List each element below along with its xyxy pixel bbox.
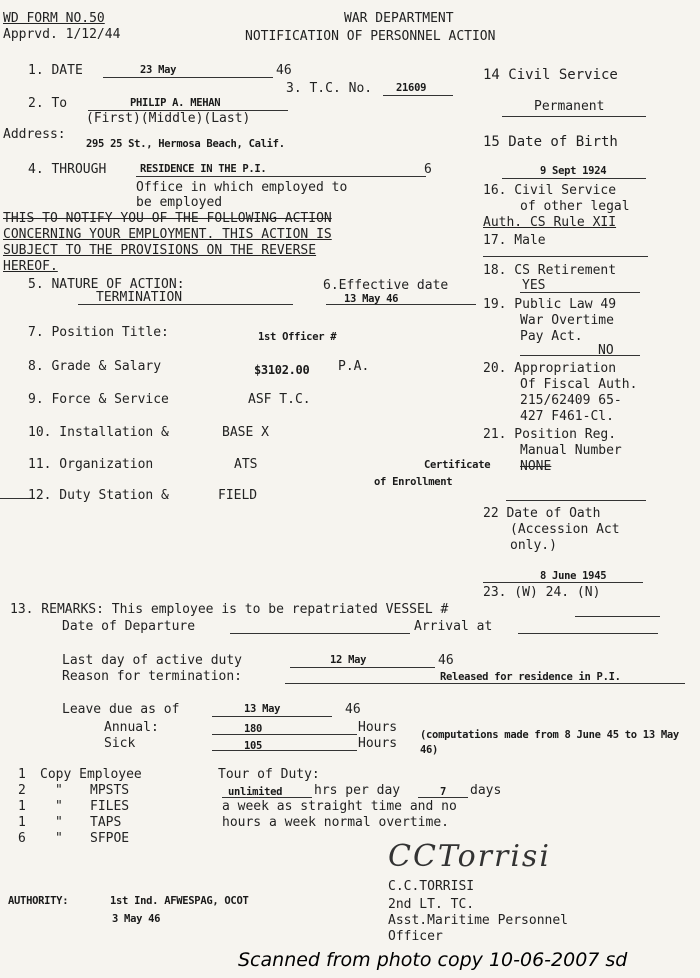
annual-label: Annual: [104, 720, 159, 735]
through-hint-2: be employed [136, 195, 223, 210]
item-21-label-1: 21. Position Reg. [483, 427, 617, 442]
tour-days-value: 7 [440, 786, 447, 798]
item-19-label-1: 19. Public Law 49 [483, 297, 617, 312]
item-18-value: YES [522, 278, 546, 293]
to-name: PHILIP A. MEHAN [130, 97, 221, 109]
ditto-mark: " [55, 783, 63, 798]
copy-recipient: SFPOE [90, 831, 130, 846]
notice-line-2: CONCERNING YOUR EMPLOYMENT. THIS ACTION IS [3, 227, 332, 242]
reason-value: Released for residence in P.I. [440, 671, 621, 683]
item-16-label-3: Auth. CS Rule XII [483, 215, 617, 230]
item-20-label-3: 215/62409 65- [520, 393, 622, 408]
organization-label: 11. Organization [28, 457, 154, 472]
item-19-value: NO [598, 343, 614, 358]
leave-year: 46 [345, 702, 361, 717]
item-15-label: 15 Date of Birth [483, 134, 618, 150]
through-value: RESIDENCE IN THE P.I. [140, 163, 267, 175]
enrollment-stamp: of Enrollment [374, 476, 453, 488]
arrival-label: Arrival at [414, 619, 493, 634]
form-number: WD FORM NO.50 [3, 11, 105, 26]
last-day-value: 12 May [330, 654, 367, 666]
departure-label: Date of Departure [62, 619, 196, 634]
ditto-mark: " [55, 799, 63, 814]
sick-value: 105 [244, 740, 263, 752]
item-19-label-2: War Overtime [520, 313, 614, 328]
copy-recipient: FILES [90, 799, 130, 814]
installation-value: BASE X [222, 425, 269, 440]
signer-name: C.C.TORRISI [388, 879, 475, 894]
tour-line-2: a week as straight time and no [222, 799, 457, 814]
position-value: 1st Officer # [258, 331, 337, 343]
item-16-label-1: 16. Civil Service [483, 183, 617, 198]
date-value: 23 May [140, 64, 177, 76]
grade-unit: P.A. [338, 359, 370, 374]
copy-count: 1 [18, 799, 26, 814]
item-20-label-1: 20. Appropriation [483, 361, 617, 376]
authority-date: 3 May 46 [112, 913, 161, 925]
grade-value: $3102.00 [254, 363, 310, 377]
grade-label: 8. Grade & Salary [28, 359, 162, 374]
nature-value: TERMINATION [96, 290, 183, 305]
computation-note: (computations made from 8 June 45 to 13 May 46) [420, 729, 679, 757]
tc-label: 3. T.C. No. [286, 81, 373, 96]
item-19-label-3: Pay Act. [520, 329, 583, 344]
item-18-label: 18. CS Retirement [483, 263, 617, 278]
handwritten-signature: CCTorrisi [388, 839, 551, 874]
item-15-value: 9 Sept 1924 [540, 165, 607, 177]
last-day-label: Last day of active duty [62, 653, 243, 668]
force-value: ASF T.C. [248, 392, 311, 407]
sick-hours: Hours [358, 736, 398, 751]
copy-recipient: TAPS [90, 815, 122, 830]
tour-label: Tour of Duty: [218, 767, 320, 782]
item-14-value: Permanent [534, 99, 605, 114]
notice-line-1: THIS TO NOTIFY YOU OF THE FOLLOWING ACTION [3, 211, 332, 226]
through-hint: Office in which employed to [136, 180, 348, 195]
tour-days: days [470, 783, 502, 798]
item-21-label-3: NONE [520, 459, 552, 474]
authority-label: AUTHORITY: [8, 895, 69, 907]
item-22-value: 8 June 1945 [540, 570, 607, 582]
item-20-label-4: 427 F461-Cl. [520, 409, 614, 424]
date-year: 46 [276, 63, 292, 78]
copy-recipient: Copy Employee [40, 767, 142, 782]
reason-label: Reason for termination: [62, 669, 243, 684]
position-label: 7. Position Title: [28, 325, 169, 340]
item-16-label-2: of other legal [520, 199, 630, 214]
signer-title-2: Officer [388, 929, 443, 944]
item-17-label: 17. Male [483, 233, 546, 248]
address-value: 295 25 St., Hermosa Beach, Calif. [86, 138, 285, 150]
last-day-year: 46 [438, 653, 454, 668]
ditto-mark: " [55, 831, 63, 846]
organization-value: ATS [234, 457, 258, 472]
duty-label: 12. Duty Station & [28, 488, 169, 503]
item-22-label-2: (Accession Act [510, 522, 620, 537]
annual-hours: Hours [358, 720, 398, 735]
nature-label: 5. NATURE OF ACTION: [28, 277, 185, 292]
installation-label: 10. Installation & [28, 425, 169, 440]
item-20-label-2: Of Fiscal Auth. [520, 377, 638, 392]
copy-count: 2 [18, 783, 26, 798]
leave-label: Leave due as of [62, 702, 180, 717]
approval-date: Apprvd. 1/12/44 [3, 27, 121, 42]
tour-hours: hrs per day [314, 783, 401, 798]
authority-value: 1st Ind. AFWESPAG, OCOT [110, 895, 249, 907]
duty-value: FIELD [218, 488, 258, 503]
scan-caption: Scanned from photo copy 10-06-2007 sd [238, 949, 628, 971]
remarks-label: 13. REMARKS: This employee is to be repatriated VESSEL # [10, 602, 449, 617]
tour-line-3: hours a week normal overtime. [222, 815, 449, 830]
ditto-mark: " [55, 815, 63, 830]
leave-value: 13 May [244, 703, 281, 715]
address-label: Address: [3, 127, 66, 142]
effective-value: 13 May 46 [344, 293, 399, 305]
item-14-label: 14 Civil Service [483, 67, 618, 83]
department-name: WAR DEPARTMENT [344, 11, 454, 26]
notice-line-3: SUBJECT TO THE PROVISIONS ON THE REVERSE [3, 243, 317, 258]
effective-label: 6.Effective date [323, 278, 449, 293]
certificate-stamp: Certificate [424, 459, 491, 471]
through-number: 6 [424, 162, 432, 177]
notice-line-4: HEREOF. [3, 259, 58, 274]
signer-title: Asst.Maritime Personnel [388, 913, 569, 928]
item-23-24: 23. (W) 24. (N) [483, 585, 601, 600]
annual-value: 180 [244, 723, 263, 735]
form-title: NOTIFICATION OF PERSONNEL ACTION [245, 29, 496, 44]
copy-count: 1 [18, 767, 26, 782]
to-label: 2. To [28, 96, 68, 111]
tour-value: unlimited [228, 786, 283, 798]
signer-rank: 2nd LT. TC. [388, 897, 475, 912]
copy-count: 6 [18, 831, 26, 846]
item-21-label-2: Manual Number [520, 443, 622, 458]
force-label: 9. Force & Service [28, 392, 169, 407]
through-label: 4. THROUGH [28, 162, 107, 177]
copy-count: 1 [18, 815, 26, 830]
sick-label: Sick [104, 736, 136, 751]
item-22-label-3: only.) [510, 538, 557, 553]
tc-value: 21609 [396, 82, 427, 94]
item-22-label-1: 22 Date of Oath [483, 506, 601, 521]
copy-recipient: MPSTS [90, 783, 130, 798]
name-hint: (First)(Middle)(Last) [86, 111, 251, 126]
date-label: 1. DATE [28, 63, 83, 78]
